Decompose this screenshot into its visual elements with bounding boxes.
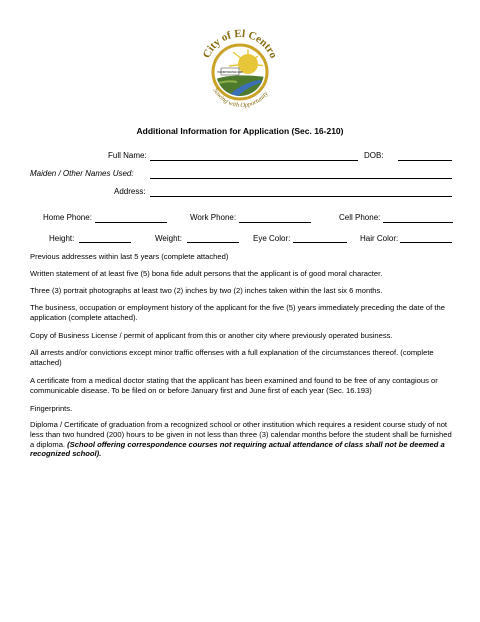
requirement-item: Previous addresses within last 5 years (complete attached) — [30, 252, 229, 261]
plaque-text: INCORPORATED 1908 — [217, 71, 243, 74]
requirement-item: Fingerprints. — [30, 404, 73, 413]
height-label: Height: — [49, 234, 75, 243]
city-seal-graphic — [193, 22, 287, 116]
requirement-item: Written statement of at least five (5) bona fide adult persons that the applicant is of good moral character. — [30, 269, 383, 278]
requirement-item: All arrests and/or convictions except minor traffic offenses with a full explanation of the circumstances thereof. (complete attached) — [30, 348, 434, 367]
home-phone-field[interactable] — [95, 222, 167, 223]
diploma-emphasis: (School offering correspondence courses not requiring actual attendance of class shall not be deemed a recognized school). — [30, 439, 445, 459]
work-phone-label: Work Phone: — [190, 213, 237, 222]
cell-phone-field[interactable] — [383, 222, 453, 223]
diploma-text: Diploma / Certificate of graduation from a recognized school or other institution which requires a resident course study of not less than two hundred (200) hours to be given in not less than three (3) calendar months before the student shall be furnished a diploma. — [30, 420, 452, 449]
seal-arc-text: City of El Centro — [200, 27, 280, 61]
eye-color-label: Eye Color: — [253, 234, 291, 243]
work-phone-field[interactable] — [239, 222, 311, 223]
height-field[interactable] — [79, 242, 131, 243]
diploma-requirement — [30, 420, 452, 459]
page-title: Additional Information for Application (Sec. 16-210) — [136, 126, 344, 136]
maiden-names-field[interactable] — [150, 178, 452, 179]
cell-phone-label: Cell Phone: — [339, 213, 381, 222]
requirement-item: Copy of Business License / permit of applicant from this or another city where previously operated business. — [30, 331, 393, 340]
address-label: Address: — [114, 187, 146, 196]
hair-color-label: Hair Color: — [360, 234, 399, 243]
requirement-item: A certificate from a medical doctor stating that the applicant has been examined and found to be free of any contagious or communicable disease. To be filed on or before January first and June first of each year (Sec. 16.193) — [30, 376, 438, 395]
full-name-field[interactable] — [150, 160, 358, 161]
requirement-item: The business, occupation or employment history of the applicant for the five (5) years immediately preceding the date of the application (complete attached). — [30, 303, 445, 322]
city-seal-logo — [193, 22, 287, 116]
hair-color-field[interactable] — [400, 242, 452, 243]
requirement-item: Three (3) portrait photographs at least two (2) inches by two (2) inches taken within the last six 6 months. — [30, 286, 383, 295]
dob-field[interactable] — [398, 160, 452, 161]
seal-tagline: Sowing with Opportunity — [211, 87, 270, 110]
eye-color-field[interactable] — [293, 242, 347, 243]
weight-label: Weight: — [155, 234, 182, 243]
address-field[interactable] — [150, 196, 452, 197]
dob-label: DOB: — [364, 151, 384, 160]
full-name-label: Full Name: — [108, 151, 147, 160]
weight-field[interactable] — [187, 242, 239, 243]
maiden-names-label: Maiden / Other Names Used: — [30, 169, 134, 178]
home-phone-label: Home Phone: — [43, 213, 92, 222]
